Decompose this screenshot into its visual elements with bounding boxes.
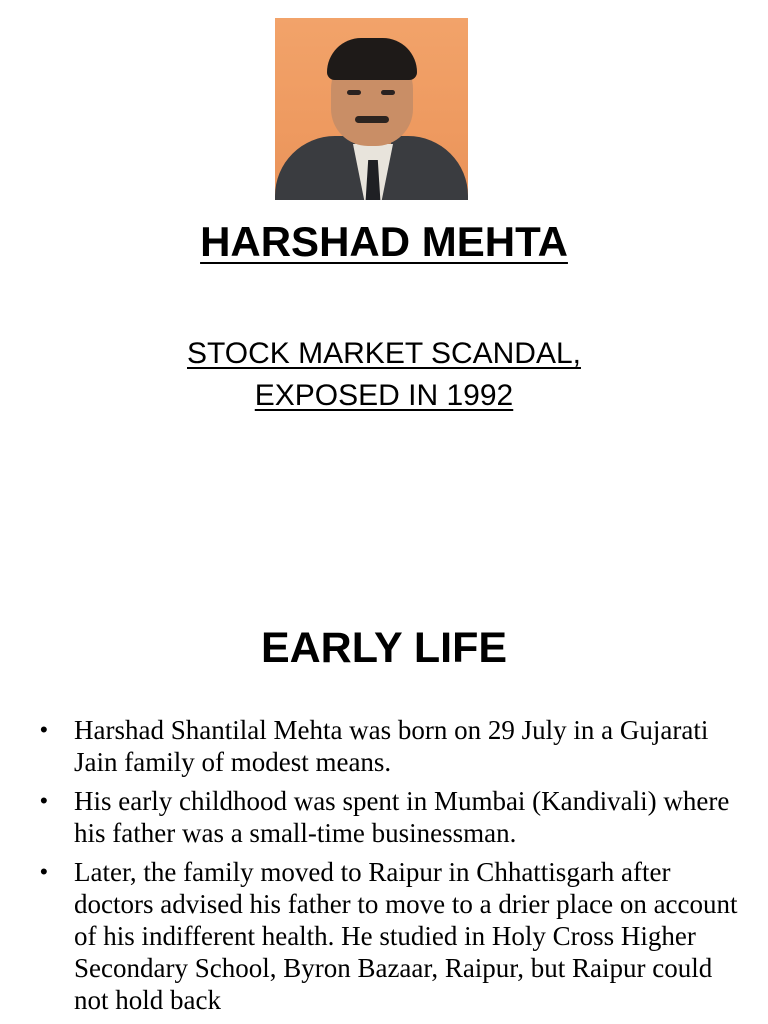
list-item [40, 785, 740, 849]
bullet-icon: • [40, 859, 48, 884]
portrait-eye-left [347, 90, 361, 95]
slide-subtitle [0, 333, 768, 417]
portrait-photo [275, 18, 468, 200]
list-item [40, 714, 740, 778]
bullet-text: His early childhood was spent in Mumbai (Kandivali) where his father was a small-time businessman. [74, 786, 730, 848]
portrait-eye-right [381, 90, 395, 95]
early-life-slide [0, 586, 768, 1024]
bullet-text: Later, the family moved to Raipur in Chhattisgarh after doctors advised his father to move to a drier place on account of his indifferent health. He studied in Holy Cross Higher Secondary School, Byron Bazaar, Raipur, but Raipur could not hold back [74, 857, 738, 1015]
bullet-icon: • [40, 788, 48, 813]
portrait-hair [327, 38, 417, 80]
subtitle-line-2: EXPOSED IN 1992 [254, 379, 514, 412]
section-heading: EARLY LIFE [260, 624, 508, 672]
bullet-list [40, 714, 740, 1023]
list-item [40, 856, 740, 1016]
portrait-mustache [355, 116, 389, 123]
bullet-text: Harshad Shantilal Mehta was born on 29 July in a Gujarati Jain family of modest means. [74, 715, 709, 777]
slide-title: HARSHAD MEHTA [200, 218, 568, 265]
subtitle-line-1: STOCK MARKET SCANDAL, [187, 337, 581, 370]
bullet-icon: • [40, 717, 48, 742]
